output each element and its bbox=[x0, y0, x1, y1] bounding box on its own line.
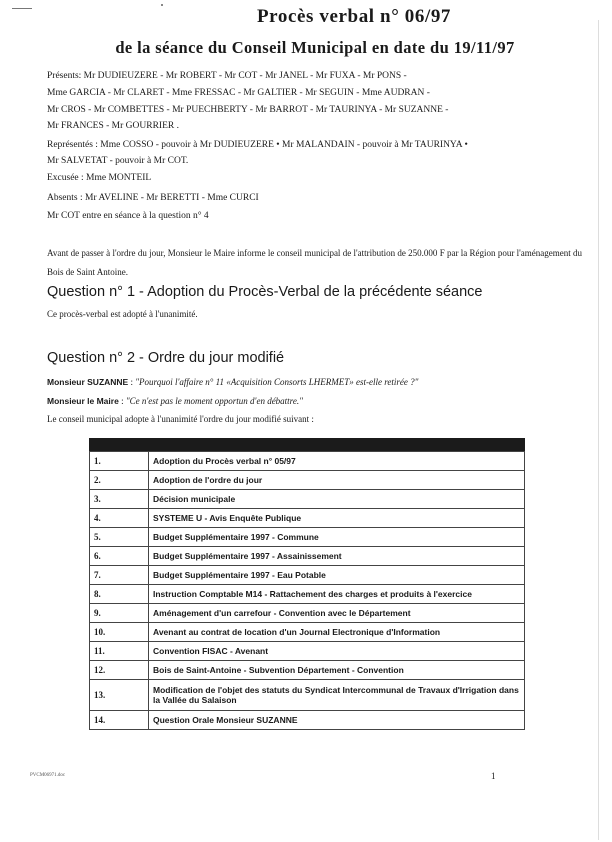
document-reference: PVCM06971.doc bbox=[30, 773, 66, 778]
agenda-items bbox=[89, 451, 525, 730]
agenda-item-number: 10. bbox=[90, 623, 149, 642]
agenda-item-number: 2. bbox=[90, 471, 149, 490]
agenda-row bbox=[90, 509, 525, 528]
document-title: Procès verbal n° 06/97 bbox=[256, 6, 452, 27]
agenda-header-bar bbox=[89, 438, 525, 451]
agenda-item-label: SYSTEME U - Avis Enquête Publique bbox=[149, 509, 525, 528]
agenda-row bbox=[90, 471, 525, 490]
agenda-row bbox=[90, 490, 525, 509]
agenda-item-label: Bois de Saint-Antoine - Subvention Département - Convention bbox=[149, 661, 525, 680]
speaker-name: Monsieur SUZANNE bbox=[47, 377, 129, 387]
present-line: Mr FRANCES - Mr GOURRIER . bbox=[47, 121, 179, 131]
agenda-row bbox=[90, 623, 525, 642]
agenda-item-label: Modification de l'objet des statuts du Syndicat Intercommunal de Travaux d'Irrigation dans la Vallée du Salaison bbox=[149, 680, 525, 711]
agenda-item-label: Décision municipale bbox=[149, 490, 525, 509]
agenda-row bbox=[90, 585, 525, 604]
intro-paragraph: Avant de passer à l'ordre du jour, Monsieur le Maire informe le conseil municipal de l'attribution de 250.000 F par la Région pour l'aménagement du Bois de Saint Antoine. bbox=[47, 248, 582, 277]
agenda-item-label: Adoption de l'ordre du jour bbox=[149, 471, 525, 490]
agenda-item-number: 3. bbox=[90, 490, 149, 509]
agenda-item-label: Budget Supplémentaire 1997 - Eau Potable bbox=[149, 566, 525, 585]
agenda-row bbox=[90, 604, 525, 623]
agenda-row bbox=[90, 528, 525, 547]
speaker-name: Monsieur le Maire bbox=[47, 396, 119, 406]
present-line: Mme GARCIA - Mr CLARET - Mme FRESSAC - Mr GALTIER - Mr SEGUIN - Mme AUDRAN - bbox=[47, 88, 430, 98]
agenda-item-number: 4. bbox=[90, 509, 149, 528]
agenda-item-number: 7. bbox=[90, 566, 149, 585]
exchange-line: Monsieur le Maire : "Ce n'est pas le moment opportun d'en débattre." bbox=[47, 396, 303, 406]
agenda-item-number: 6. bbox=[90, 547, 149, 566]
agenda-item-number: 11. bbox=[90, 642, 149, 661]
represented-line: Représentés : Mme COSSO - pouvoir à Mr DUDIEUZERE • Mr MALANDAIN - pouvoir à Mr TAURINYA • bbox=[47, 140, 468, 150]
agenda-row bbox=[90, 452, 525, 471]
agenda-item-label: Avenant au contrat de location d'un Journal Electronique d'Information bbox=[149, 623, 525, 642]
represented-line: Mr SALVETAT - pouvoir à Mr COT. bbox=[47, 156, 189, 166]
absent-line: Absents : Mr AVELINE - Mr BERETTI - Mme CURCI bbox=[47, 193, 259, 203]
agenda-item-number: 5. bbox=[90, 528, 149, 547]
question1-heading: Question n° 1 - Adoption du Procès-Verbal de la précédente séance bbox=[47, 284, 483, 300]
agenda-row bbox=[90, 661, 525, 680]
speaker-quote: "Ce n'est pas le moment opportun d'en débattre." bbox=[125, 396, 303, 406]
agenda-item-number: 12. bbox=[90, 661, 149, 680]
question2-conclusion: Le conseil municipal adopte à l'unanimité l'ordre du jour modifié suivant : bbox=[47, 414, 314, 424]
agenda-row bbox=[90, 642, 525, 661]
agenda-item-label: Adoption du Procès verbal n° 05/97 bbox=[149, 452, 525, 471]
agenda-item-label: Budget Supplémentaire 1997 - Commune bbox=[149, 528, 525, 547]
arrival-note: Mr COT entre en séance à la question n° 4 bbox=[47, 211, 209, 221]
agenda-item-number: 9. bbox=[90, 604, 149, 623]
exchange-line: Monsieur SUZANNE : "Pourquoi l'affaire n° 11 «Acquisition Consorts LHERMET» est-elle retirée ?" bbox=[47, 377, 419, 387]
question2-heading: Question n° 2 - Ordre du jour modifié bbox=[47, 350, 285, 366]
agenda-item-label: Question Orale Monsieur SUZANNE bbox=[149, 711, 525, 730]
page-number: 1 bbox=[491, 771, 496, 781]
excused-line: Excusée : Mme MONTEIL bbox=[47, 173, 152, 183]
agenda-item-number: 13. bbox=[90, 680, 149, 711]
agenda-item-label: Instruction Comptable M14 - Rattachement des charges et produits à l'exercice bbox=[149, 585, 525, 604]
present-line: Présents: Mr DUDIEUZERE - Mr ROBERT - Mr COT - Mr JANEL - Mr FUXA - Mr PONS - bbox=[47, 71, 407, 81]
agenda-item-number: 8. bbox=[90, 585, 149, 604]
agenda-table bbox=[89, 438, 525, 730]
agenda-row bbox=[90, 566, 525, 585]
agenda-row bbox=[90, 547, 525, 566]
agenda-row bbox=[90, 711, 525, 730]
question1-text: Ce procès-verbal est adopté à l'unanimité. bbox=[47, 309, 198, 319]
present-line: Mr CROS - Mr COMBETTES - Mr PUECHBERTY - Mr BARROT - Mr TAURINYA - Mr SUZANNE - bbox=[47, 105, 449, 115]
speaker-quote: "Pourquoi l'affaire n° 11 «Acquisition Consorts LHERMET» est-elle retirée ?" bbox=[135, 377, 419, 387]
agenda-row bbox=[90, 680, 525, 711]
scan-edge bbox=[598, 20, 599, 840]
agenda-item-number: 1. bbox=[90, 452, 149, 471]
agenda-item-number: 14. bbox=[90, 711, 149, 730]
agenda-item-label: Budget Supplémentaire 1997 - Assainissement bbox=[149, 547, 525, 566]
document-subtitle: de la séance du Conseil Municipal en date du 19/11/97 bbox=[115, 38, 515, 57]
agenda-item-label: Aménagement d'un carrefour - Convention avec le Département bbox=[149, 604, 525, 623]
agenda-item-label: Convention FISAC - Avenant bbox=[149, 642, 525, 661]
